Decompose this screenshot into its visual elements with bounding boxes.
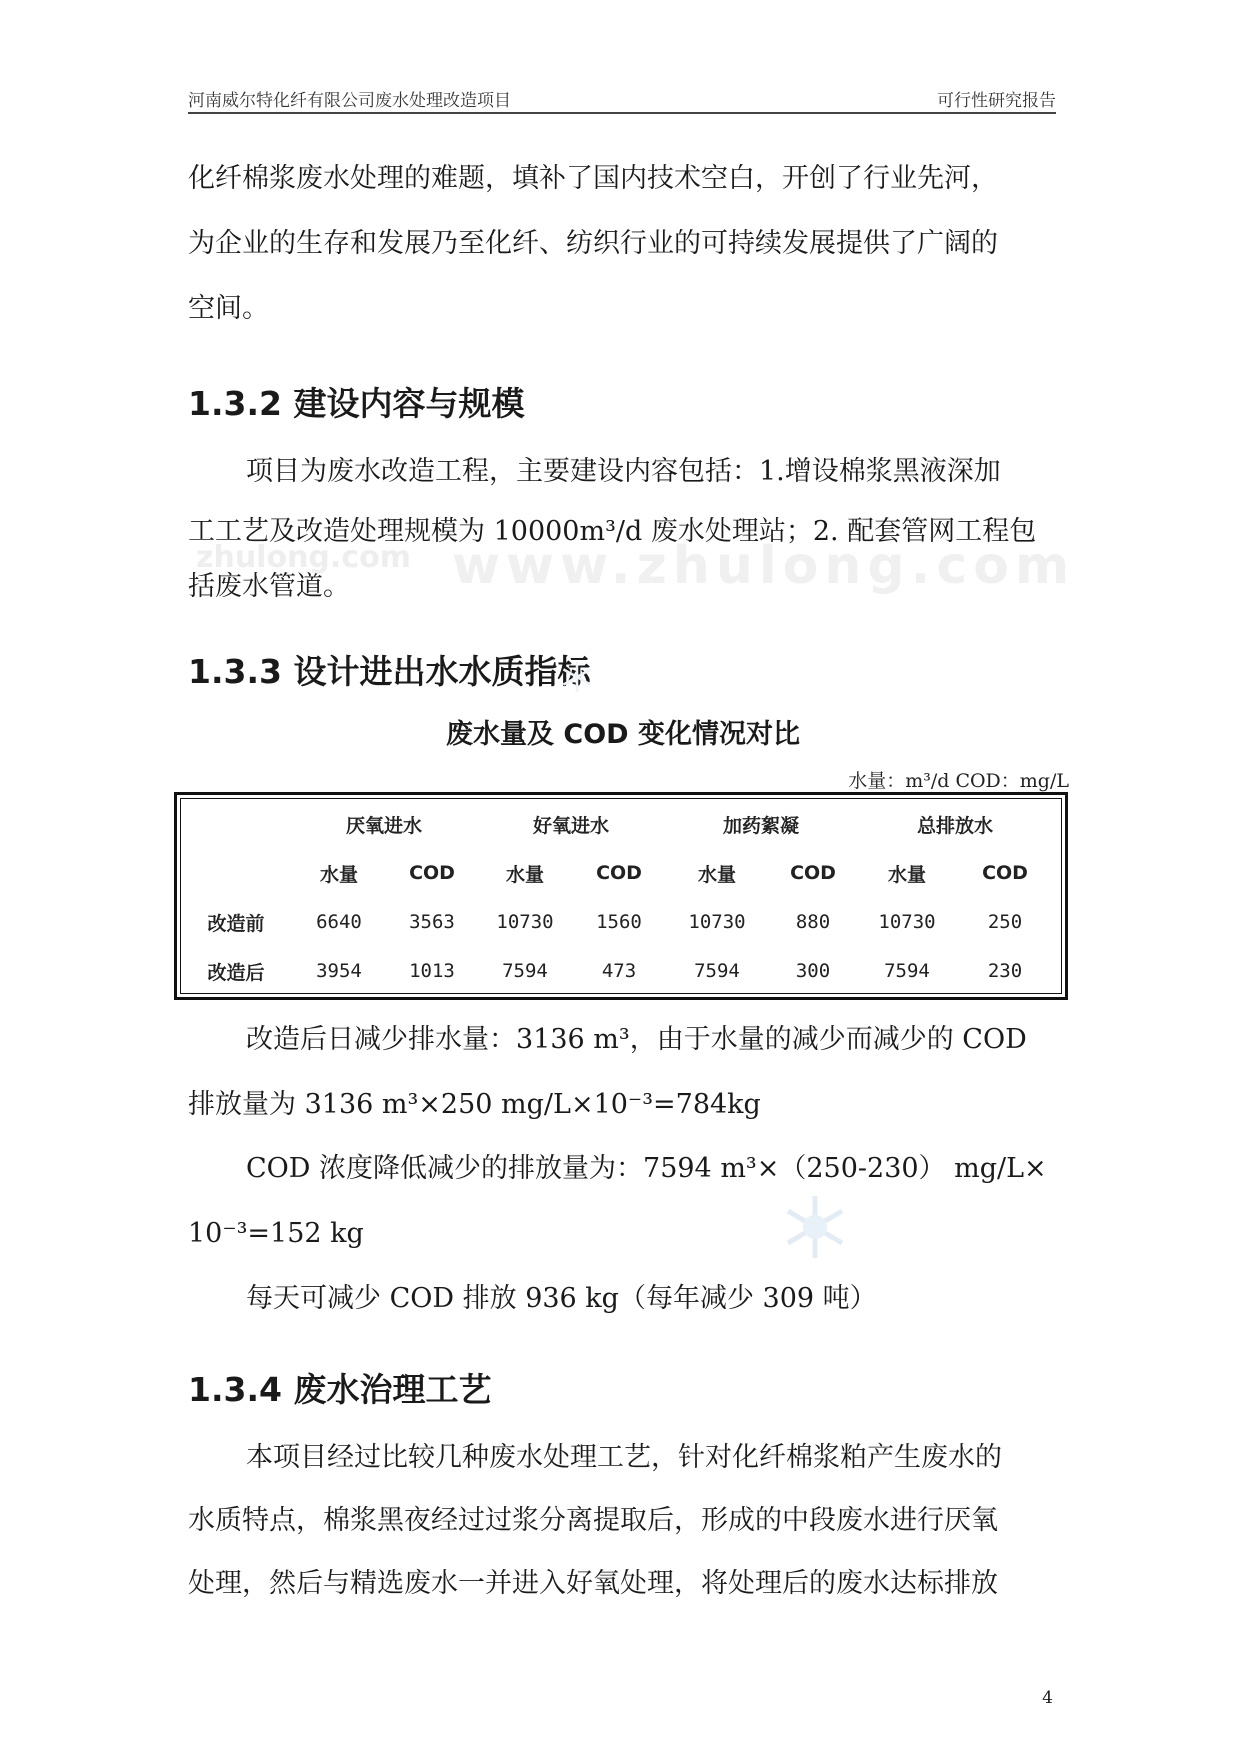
column-header: 水量	[697, 863, 736, 886]
table-cell: 7594	[694, 960, 740, 982]
header-project-title: 河南威尔特化纤有限公司废水处理改造项目	[188, 91, 511, 111]
group-header: 好氧进水	[532, 814, 609, 837]
table-cell: 10730	[878, 911, 936, 933]
sec132-line-2: 工工艺及改造处理规模为 10000m³/d 废水处理站；2. 配套管网工程包	[188, 516, 1037, 547]
column-header: 水量	[505, 863, 544, 886]
column-header: 水量	[319, 863, 358, 886]
column-header: 水量	[887, 863, 926, 886]
table-cell: 230	[987, 960, 1023, 982]
calc1-line-2: 排放量为 3136 m³×250 mg/L×10⁻³=784kg	[188, 1089, 761, 1120]
intro-line-3: 空间。	[188, 293, 269, 324]
table-cell: 1013	[409, 960, 455, 982]
calc1-line-1: 改造后日减少排水量：3136 m³，由于水量的减少而减少的 COD	[246, 1024, 1027, 1055]
table-cell: 7594	[884, 960, 930, 982]
section-heading-1-3-4: 1.3.4 废水治理工艺	[188, 1370, 492, 1409]
table-cell: 10730	[688, 911, 746, 933]
table-cell: 10730	[496, 911, 554, 933]
watermark-snowflake-icon	[780, 1192, 850, 1262]
group-header: 加药絮凝	[722, 814, 799, 837]
header-report-type: 可行性研究报告	[937, 91, 1056, 111]
row-label-after: 改造后	[207, 961, 265, 984]
table-cell: 473	[601, 960, 637, 982]
intro-line-2: 为企业的生存和发展乃至化纤、纺织行业的可持续发展提供了广阔的	[188, 228, 998, 259]
calc3-line: 每天可减少 COD 排放 936 kg（每年减少 309 吨）	[246, 1283, 877, 1314]
section-heading-1-3-2: 1.3.2 建设内容与规模	[188, 384, 525, 423]
column-header: COD	[982, 862, 1028, 884]
table-cell: 1560	[596, 911, 642, 933]
table-caption: 废水量及 COD 变化情况对比	[446, 719, 800, 750]
column-header: COD	[790, 862, 836, 884]
table-cell: 3954	[316, 960, 362, 982]
table-cell: 880	[795, 911, 831, 933]
page-header	[188, 84, 1056, 114]
calc2-line-1: COD 浓度降低减少的排放量为：7594 m³×（250-230） mg/L×	[246, 1153, 1047, 1184]
watermark-large: www.zhulong.com	[452, 536, 1076, 596]
section-heading-1-3-3: 1.3.3 设计进出水水质指标	[188, 652, 591, 691]
column-header: COD	[409, 862, 455, 884]
table-cell: 250	[987, 911, 1023, 933]
calc2-line-2: 10⁻³=152 kg	[188, 1218, 364, 1249]
table-cell: 7594	[502, 960, 548, 982]
table-cell: 300	[795, 960, 831, 982]
row-label-before: 改造前	[207, 912, 265, 935]
sec132-line-3: 括废水管道。	[188, 571, 350, 602]
intro-line-1: 化纤棉浆废水处理的难题，填补了国内技术空白，开创了行业先河，	[188, 163, 998, 194]
sec134-line-3: 处理，然后与精选废水一并进入好氧处理，将处理后的废水达标排放	[188, 1568, 998, 1599]
sec134-line-2: 水质特点，棉浆黑夜经过过浆分离提取后，形成的中段废水进行厌氧	[188, 1505, 998, 1536]
group-header: 总排放水	[916, 814, 993, 837]
column-header: COD	[596, 862, 642, 884]
page-number: 4	[1042, 1688, 1053, 1708]
sec134-line-1: 本项目经过比较几种废水处理工艺，针对化纤棉浆粕产生废水的	[246, 1442, 1002, 1473]
comparison-table	[174, 792, 1068, 1000]
table-cell: 3563	[409, 911, 455, 933]
table-unit-note: 水量：m³/d COD：mg/L	[848, 770, 1069, 792]
watermark-snowflake-icon	[560, 660, 594, 694]
sec132-line-1: 项目为废水改造工程，主要建设内容包括：1.增设棉浆黑液深加	[246, 456, 1001, 487]
group-header: 厌氧进水	[345, 814, 422, 837]
table-cell: 6640	[316, 911, 362, 933]
watermark-small: zhulong.com	[196, 540, 411, 575]
